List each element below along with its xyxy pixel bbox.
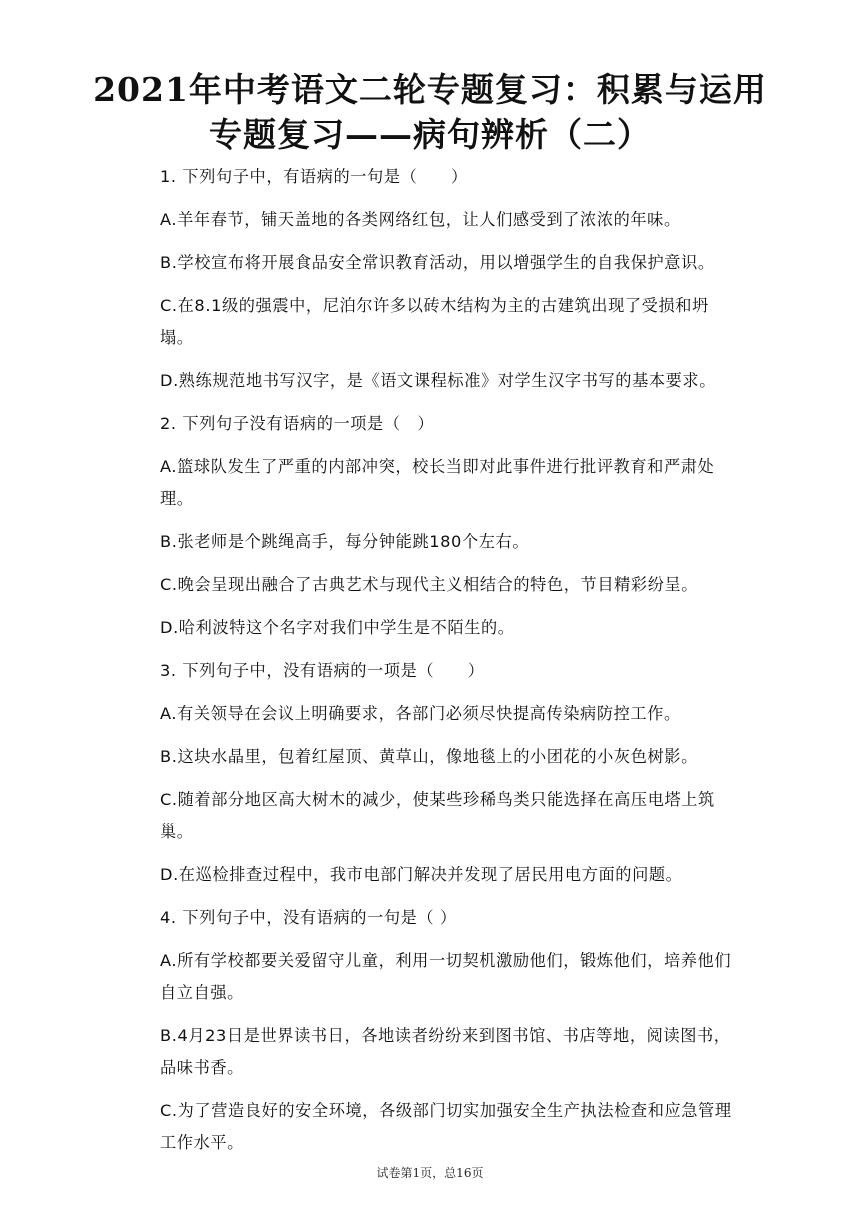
- option-d: D.哈利波特这个名字对我们中学生是不陌生的。: [160, 618, 515, 637]
- option-d: D.在巡检排查过程中，我市电部门解决并发现了居民用电方面的问题。: [160, 865, 683, 884]
- question-list: [160, 161, 735, 1170]
- option-c: C.随着部分地区高大树木的减少，使某些珍稀鸟类只能选择在高压电塔上筑巢。: [160, 790, 715, 841]
- question-stem: 2. 下列句子没有语病的一项是（ ）: [160, 414, 435, 433]
- option-c: C.在8.1级的强震中，尼泊尔许多以砖木结构为主的古建筑出现了受损和坍塌。: [160, 296, 709, 347]
- question-stem: 4. 下列句子中，没有语病的一句是（ ）: [160, 908, 457, 927]
- option-c: C.为了营造良好的安全环境，各级部门切实加强安全生产执法检查和应急管理工作水平。: [160, 1101, 732, 1152]
- question-3: [160, 655, 735, 891]
- question-4: [160, 902, 735, 1159]
- page-title: 2021年中考语文二轮专题复习：积累与运用: [93, 70, 767, 109]
- question-1: [160, 161, 735, 397]
- option-a: A.所有学校都要关爱留守儿童，利用一切契机激励他们，锻炼他们，培养他们自立自强。: [160, 951, 732, 1002]
- question-stem: 3. 下列句子中，没有语病的一项是（ ）: [160, 661, 485, 680]
- page-footer: 试卷第1页，总16页: [376, 1166, 484, 1180]
- option-b: B.这块水晶里，包着红屋顶、黄草山，像地毯上的小团花的小灰色树影。: [160, 747, 698, 766]
- question-stem: 1. 下列句子中，有语病的一句是（ ）: [160, 167, 468, 186]
- option-a: A.有关领导在会议上明确要求，各部门必须尽快提高传染病防控工作。: [160, 704, 681, 723]
- option-b: B.张老师是个跳绳高手，每分钟能跳180个左右。: [160, 532, 530, 551]
- option-a: A.羊年春节，铺天盖地的各类网络红包，让人们感受到了浓浓的年味。: [160, 210, 681, 229]
- option-d: D.熟练规范地书写汉字，是《语文课程标准》对学生汉字书写的基本要求。: [160, 371, 717, 390]
- option-c: C.晚会呈现出融合了古典艺术与现代主义相结合的特色，节目精彩纷呈。: [160, 575, 699, 594]
- option-a: A.篮球队发生了严重的内部冲突，校长当即对此事件进行批评教育和严肃处理。: [160, 457, 715, 508]
- question-2: [160, 408, 735, 644]
- option-b: B.学校宣布将开展食品安全常识教育活动，用以增强学生的自我保护意识。: [160, 253, 715, 272]
- page-subtitle: 专题复习——病句辨析（二）: [209, 115, 651, 154]
- option-b: B.4月23日是世界读书日，各地读者纷纷来到图书馆、书店等地，阅读图书，品味书香。: [160, 1026, 731, 1077]
